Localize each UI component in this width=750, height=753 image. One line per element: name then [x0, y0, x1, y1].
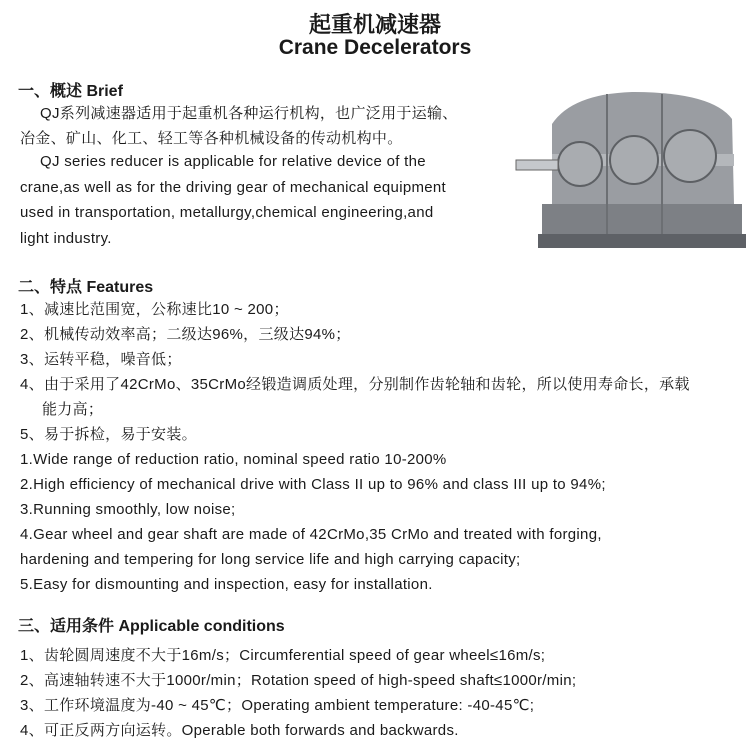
conditions-heading: 三、适用条件 Applicable conditions: [18, 618, 285, 635]
brief-heading: 一、概述 Brief: [18, 83, 123, 100]
brief-line: QJ系列减速器适用于起重机各种运行机构，也广泛用于运输、: [40, 105, 458, 122]
brief-line: QJ series reducer is applicable for relative device of the: [40, 153, 426, 170]
feature-line: hardening and tempering for long service life and high carrying capacity;: [20, 551, 521, 568]
feature-line: 4、由于采用了42CrMo、35CrMo经锻造调质处理，分别制作齿轮轴和齿轮，所以使用寿命长，承载: [20, 376, 690, 393]
condition-line: 3、工作环境温度为-40 ~ 45℃；Operating ambient temperature: -40-45℃;: [20, 697, 535, 714]
title-chinese: 起重机减速器: [308, 12, 441, 37]
condition-line: 2、高速轴转速不大于1000r/min；Rotation speed of high-speed shaft≤1000r/min;: [20, 672, 577, 689]
features-heading: 二、特点 Features: [18, 279, 154, 296]
feature-line: 1、减速比范围宽，公称速比10 ~ 200；: [20, 301, 289, 318]
brief-line: light industry.: [20, 230, 112, 247]
title-english: Crane Decelerators: [278, 36, 472, 59]
feature-line: 2.High efficiency of mechanical drive with Class II up to 96% and class III up to 94%;: [20, 476, 606, 493]
brief-line: used in transportation, metallurgy,chemical engineering,and: [20, 204, 434, 221]
feature-line: 5、易于拆检，易于安装。: [20, 426, 197, 443]
feature-line: 4.Gear wheel and gear shaft are made of 42CrMo,35 CrMo and treated with forging,: [20, 526, 602, 543]
brief-line: crane,as well as for the driving gear of mechanical equipment: [20, 179, 447, 196]
feature-line: 1.Wide range of reduction ratio, nominal speed ratio 10-200%: [20, 451, 447, 468]
feature-line: 能力高；: [42, 401, 104, 418]
feature-line: 2、机械传动效率高；二级达96%，三级达94%；: [20, 326, 351, 343]
condition-line: 4、可正反两方向运转。Operable both forwards and backwards.: [20, 722, 459, 739]
crane-reducer-photo: [512, 84, 748, 258]
feature-line: 3.Running smoothly, low noise;: [20, 501, 236, 518]
condition-line: 1、齿轮圆周速度不大于16m/s；Circumferential speed of gear wheel≤16m/s;: [20, 647, 546, 664]
feature-line: 5.Easy for dismounting and inspection, easy for installation.: [20, 576, 433, 593]
brief-line: 冶金、矿山、化工、轻工等各种机械设备的传动机构中。: [20, 130, 403, 147]
feature-line: 3、运转平稳，噪音低；: [20, 351, 182, 368]
